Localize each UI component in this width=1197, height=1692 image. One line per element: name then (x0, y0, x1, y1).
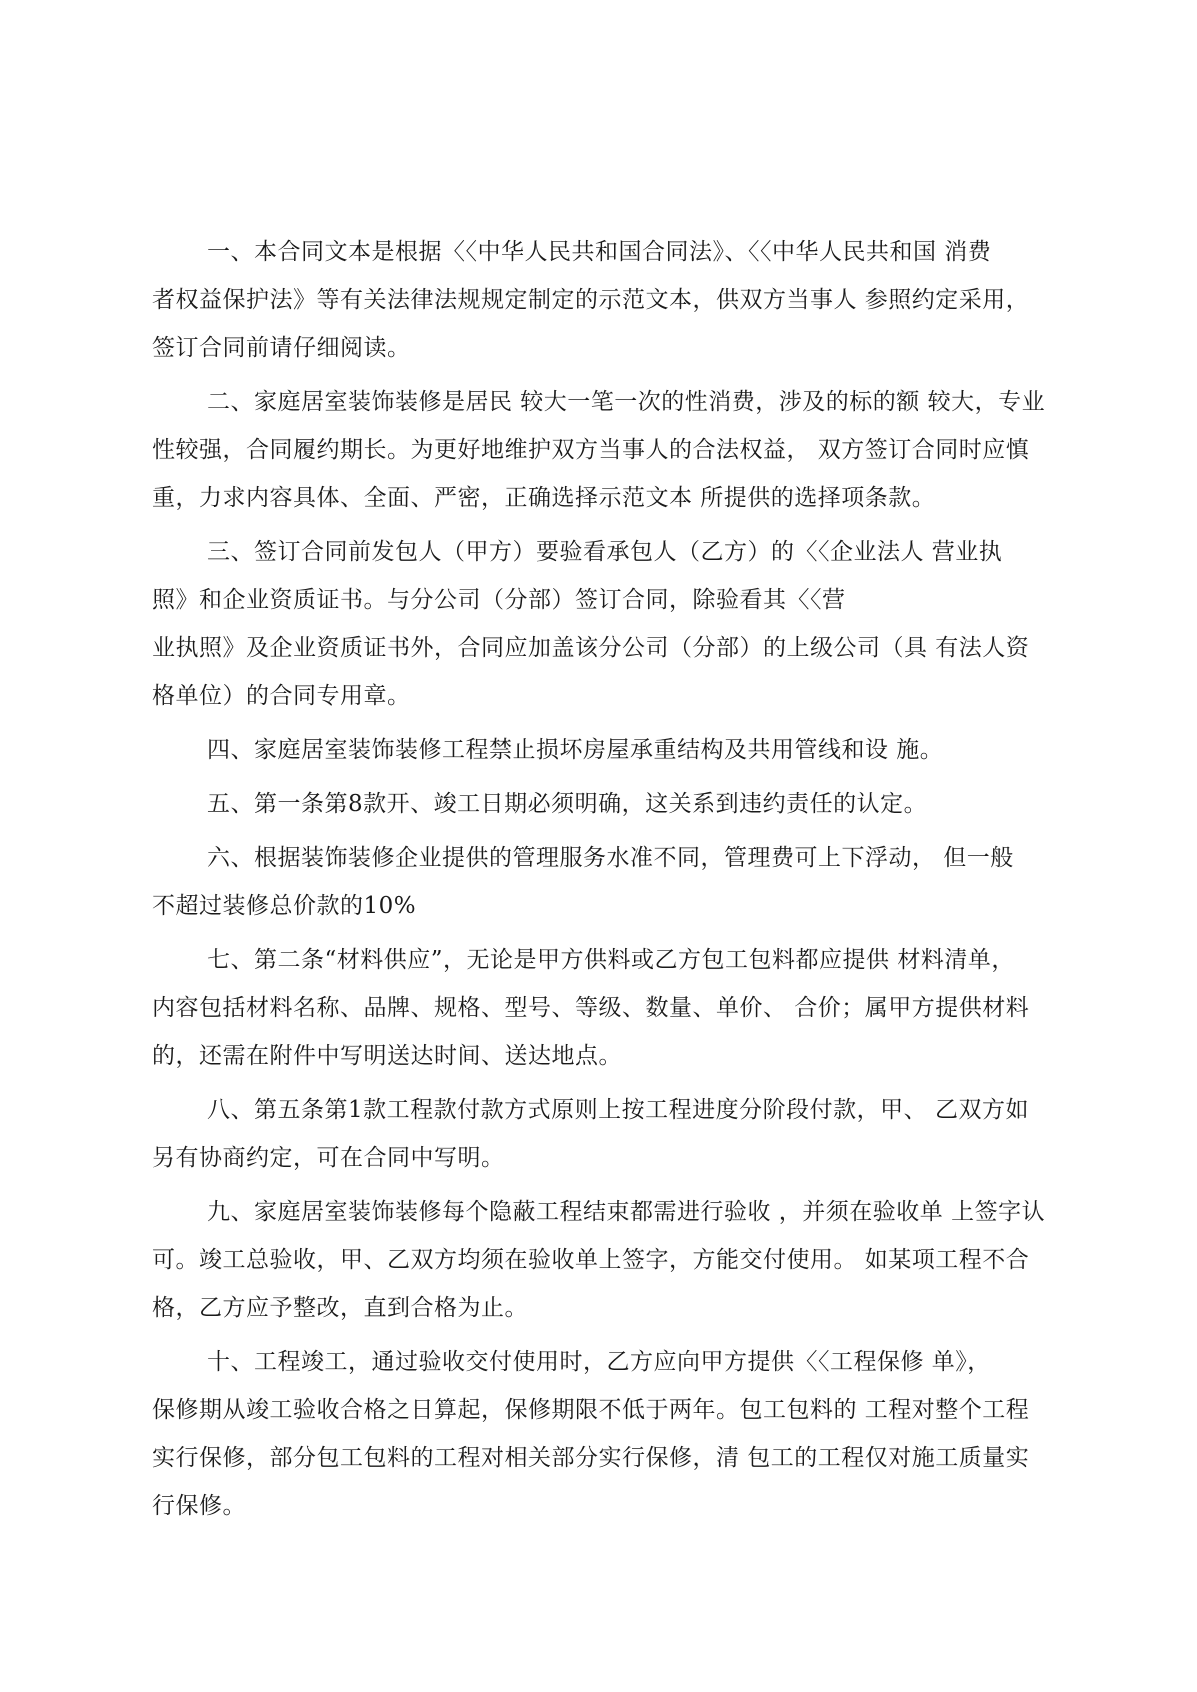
clause-line: 照》和企业资质证书。与分公司（分部）签订合同，除验看其〈〈营 (152, 587, 846, 613)
clause-2 (152, 378, 1044, 522)
clause-line: 一、本合同文本是根据〈〈中华人民共和国合同法》、〈〈中华人民共和国 消费 (207, 239, 992, 265)
clause-line: 性较强，合同履约期长。为更好地维护双方当事人的合法权益， 双方签订合同时应慎 (152, 437, 1030, 463)
clause-line: 九、家庭居室装饰装修每个隐蔽工程结束都需进行验收 ，并须在验收单 上签字认 (207, 1199, 1046, 1225)
clause-line: 八、第五条第1款工程款付款方式原则上按工程进度分阶段付款，甲、 乙双方如 (207, 1097, 1029, 1123)
clause-line: 七、第二条“材料供应”，无论是甲方供料或乙方包工包料都应提供 材料清单， (207, 947, 1015, 973)
clause-line: 可。竣工总验收，甲、乙双方均须在验收单上签字，方能交付使用。 如某项工程不合 (152, 1247, 1030, 1273)
clause-line: 三、签订合同前发包人（甲方）要验看承包人（乙方）的〈〈企业法人 营业执 (207, 539, 1003, 565)
clause-line: 十、工程竣工，通过验收交付使用时，乙方应向甲方提供〈〈工程保修 单》， (207, 1349, 991, 1375)
clause-line: 内容包括材料名称、品牌、规格、型号、等级、数量、单价、 合价；属甲方提供材料 (152, 995, 1030, 1021)
document-body (152, 228, 1044, 1536)
clause-4 (152, 726, 1044, 774)
clause-line: 者权益保护法》等有关法律法规规定制定的示范文本，供双方当事人 参照约定采用， (152, 287, 1030, 313)
clause-1 (152, 228, 1044, 372)
clause-8 (152, 1086, 1044, 1182)
clause-line: 业执照》及企业资质证书外，合同应加盖该分公司（分部）的上级公司（具 有法人资 (152, 635, 1030, 661)
clause-line: 另有协商约定，可在合同中写明。 (152, 1145, 505, 1171)
clause-3 (152, 528, 1044, 720)
clause-line: 五、第一条第8款开、竣工日期必须明确，这关系到违约责任的认定。 (207, 791, 928, 817)
clause-line: 格，乙方应予整改，直到合格为止。 (152, 1295, 528, 1321)
clause-line: 四、家庭居室装饰装修工程禁止损坏房屋承重结构及共用管线和设 施。 (207, 737, 944, 763)
clause-line: 重，力求内容具体、全面、严密，正确选择示范文本 所提供的选择项条款。 (152, 485, 936, 511)
clause-7 (152, 936, 1044, 1080)
clause-line: 保修期从竣工验收合格之日算起，保修期限不低于两年。包工包料的 工程对整个工程 (152, 1397, 1030, 1423)
clause-line: 二、家庭居室装饰装修是居民 较大一笔一次的性消费，涉及的标的额 较大，专业 (207, 389, 1046, 415)
clause-line: 六、根据装饰装修企业提供的管理服务水准不同，管理费可上下浮动， 但一般 (207, 845, 1014, 871)
clause-line: 的，还需在附件中写明送达时间、送达地点。 (152, 1043, 622, 1069)
clause-line: 行保修。 (152, 1493, 246, 1519)
clause-10 (152, 1338, 1044, 1530)
clause-line: 实行保修，部分包工包料的工程对相关部分实行保修，清 包工的工程仅对施工质量实 (152, 1445, 1030, 1471)
clause-line: 格单位）的合同专用章。 (152, 683, 411, 709)
clause-5 (152, 780, 1044, 828)
clause-6 (152, 834, 1044, 930)
clause-9 (152, 1188, 1044, 1332)
clause-line: 不超过装修总价款的10% (152, 893, 417, 919)
clause-line: 签订合同前请仔细阅读。 (152, 335, 411, 361)
